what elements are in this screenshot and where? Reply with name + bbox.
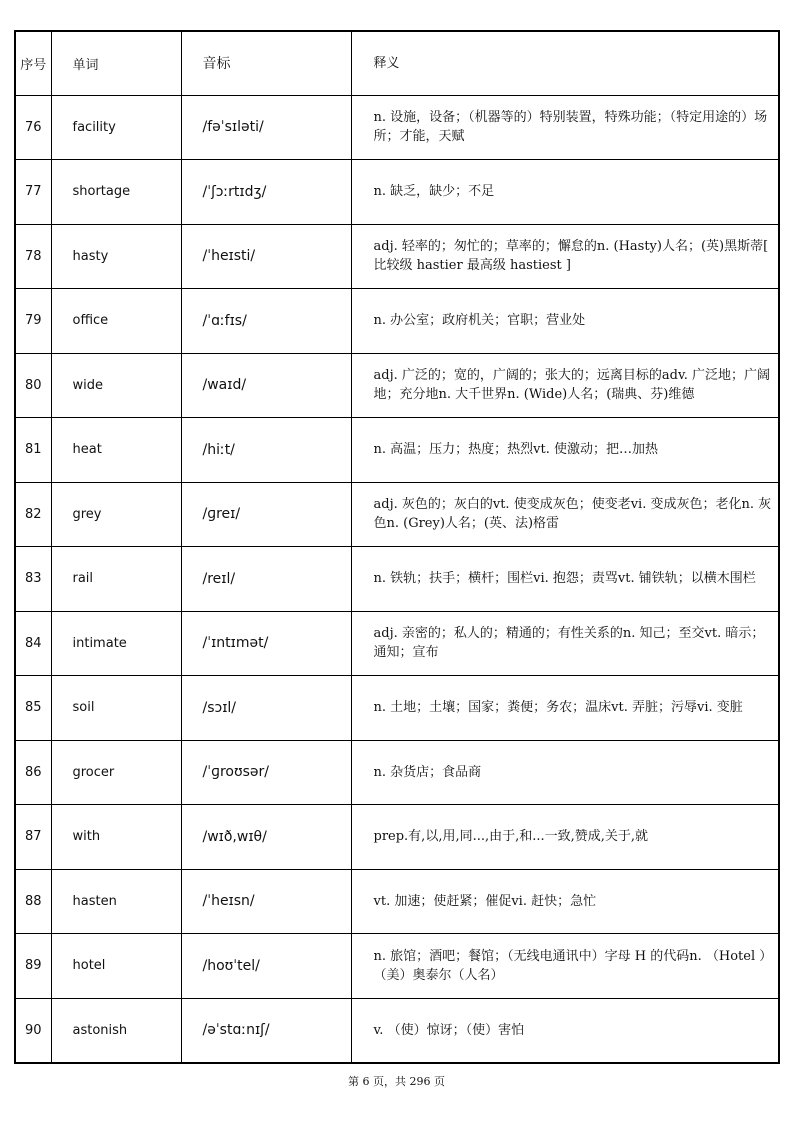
row-phonetic: /ˈɑːfɪs/ [181, 289, 351, 354]
row-num: 83 [15, 547, 51, 612]
row-word: hasten [51, 869, 181, 934]
row-num: 86 [15, 740, 51, 805]
row-word: facility [51, 95, 181, 160]
row-definition: n. 杂货店；食品商 [351, 740, 779, 805]
header-row [15, 31, 779, 95]
table-row [15, 418, 779, 483]
table-row [15, 934, 779, 999]
table-body [15, 95, 779, 1063]
row-definition: n. 办公室；政府机关；官职；营业处 [351, 289, 779, 354]
row-num: 79 [15, 289, 51, 354]
row-word: heat [51, 418, 181, 483]
row-num: 80 [15, 353, 51, 418]
row-num: 89 [15, 934, 51, 999]
table-row [15, 740, 779, 805]
row-definition: prep.有,以,用,同...,由于,和...一致,赞成,关于,就 [351, 805, 779, 870]
row-definition: n. 旅馆；酒吧；餐馆；（无线电通讯中）字母 H 的代码n. （Hotel ）（美）奥泰尔（人名） [351, 934, 779, 999]
header-phonetic: 音标 [181, 31, 351, 95]
row-word: office [51, 289, 181, 354]
row-definition: adj. 广泛的；宽的，广阔的；张大的；远离目标的adv. 广泛地；广阔地；充分地n. 大千世界n. (Wide)人名；(瑞典、芬)维德 [351, 353, 779, 418]
row-num: 81 [15, 418, 51, 483]
row-num: 82 [15, 482, 51, 547]
row-definition: n. 高温；压力；热度；热烈vt. 使激动；把…加热 [351, 418, 779, 483]
row-phonetic: /ˈɡroʊsər/ [181, 740, 351, 805]
table-row [15, 95, 779, 160]
table-row [15, 353, 779, 418]
page-footer: 第 6 页，共 296 页 [348, 1075, 445, 1088]
row-word: hasty [51, 224, 181, 289]
vocabulary-table [14, 30, 780, 1064]
row-num: 85 [15, 676, 51, 741]
row-word: grocer [51, 740, 181, 805]
table-row [15, 611, 779, 676]
table-row [15, 160, 779, 225]
row-word: shortage [51, 160, 181, 225]
row-num: 87 [15, 805, 51, 870]
row-phonetic: /ˈɪntɪmət/ [181, 611, 351, 676]
row-phonetic: /hoʊˈtel/ [181, 934, 351, 999]
row-word: intimate [51, 611, 181, 676]
row-word: astonish [51, 998, 181, 1063]
row-num: 90 [15, 998, 51, 1063]
row-phonetic: /ˈheɪsti/ [181, 224, 351, 289]
table-row [15, 289, 779, 354]
row-phonetic: /waɪd/ [181, 353, 351, 418]
row-definition: v. （使）惊讶；（使）害怕 [351, 998, 779, 1063]
header-definition: 释义 [351, 31, 779, 95]
row-definition: n. 土地；土壤；国家；粪便；务农；温床vt. 弄脏；污辱vi. 变脏 [351, 676, 779, 741]
row-definition: n. 铁轨；扶手；横杆；围栏vi. 抱怨；责骂vt. 铺铁轨；以横木围栏 [351, 547, 779, 612]
table-row [15, 547, 779, 612]
table-row [15, 224, 779, 289]
table-row [15, 482, 779, 547]
row-definition: n. 设施，设备；（机器等的）特别装置，特殊功能；（特定用途的）场所；才能，天赋 [351, 95, 779, 160]
row-phonetic: /sɔɪl/ [181, 676, 351, 741]
row-phonetic: /ˈheɪsn/ [181, 869, 351, 934]
row-num: 77 [15, 160, 51, 225]
row-num: 78 [15, 224, 51, 289]
row-definition: adj. 灰色的；灰白的vt. 使变成灰色；使变老vi. 变成灰色；老化n. 灰色n. (Grey)人名；(英、法)格雷 [351, 482, 779, 547]
row-phonetic: /reɪl/ [181, 547, 351, 612]
row-word: rail [51, 547, 181, 612]
row-word: wide [51, 353, 181, 418]
row-definition: n. 缺乏，缺少；不足 [351, 160, 779, 225]
table-row [15, 998, 779, 1063]
row-num: 76 [15, 95, 51, 160]
row-phonetic: /ɡreɪ/ [181, 482, 351, 547]
header-num: 序号 [15, 31, 51, 95]
row-word: with [51, 805, 181, 870]
row-phonetic: /fəˈsɪləti/ [181, 95, 351, 160]
row-definition: vt. 加速；使赶紧；催促vi. 赶快；急忙 [351, 869, 779, 934]
row-phonetic: /əˈstɑːnɪʃ/ [181, 998, 351, 1063]
row-phonetic: /hiːt/ [181, 418, 351, 483]
table-row [15, 805, 779, 870]
header-word: 单词 [51, 31, 181, 95]
row-word: hotel [51, 934, 181, 999]
row-word: grey [51, 482, 181, 547]
row-phonetic: /ˈʃɔːrtɪdʒ/ [181, 160, 351, 225]
row-definition: adj. 轻率的；匆忙的；草率的；懈怠的n. (Hasty)人名；(英)黑斯蒂[ 比较级 hastier 最高级 hastiest ] [351, 224, 779, 289]
row-phonetic: /wɪð,wɪθ/ [181, 805, 351, 870]
row-word: soil [51, 676, 181, 741]
row-num: 84 [15, 611, 51, 676]
row-num: 88 [15, 869, 51, 934]
table-row [15, 676, 779, 741]
row-definition: adj. 亲密的；私人的；精通的；有性关系的n. 知己；至交vt. 暗示；通知；宣布 [351, 611, 779, 676]
table-row [15, 869, 779, 934]
